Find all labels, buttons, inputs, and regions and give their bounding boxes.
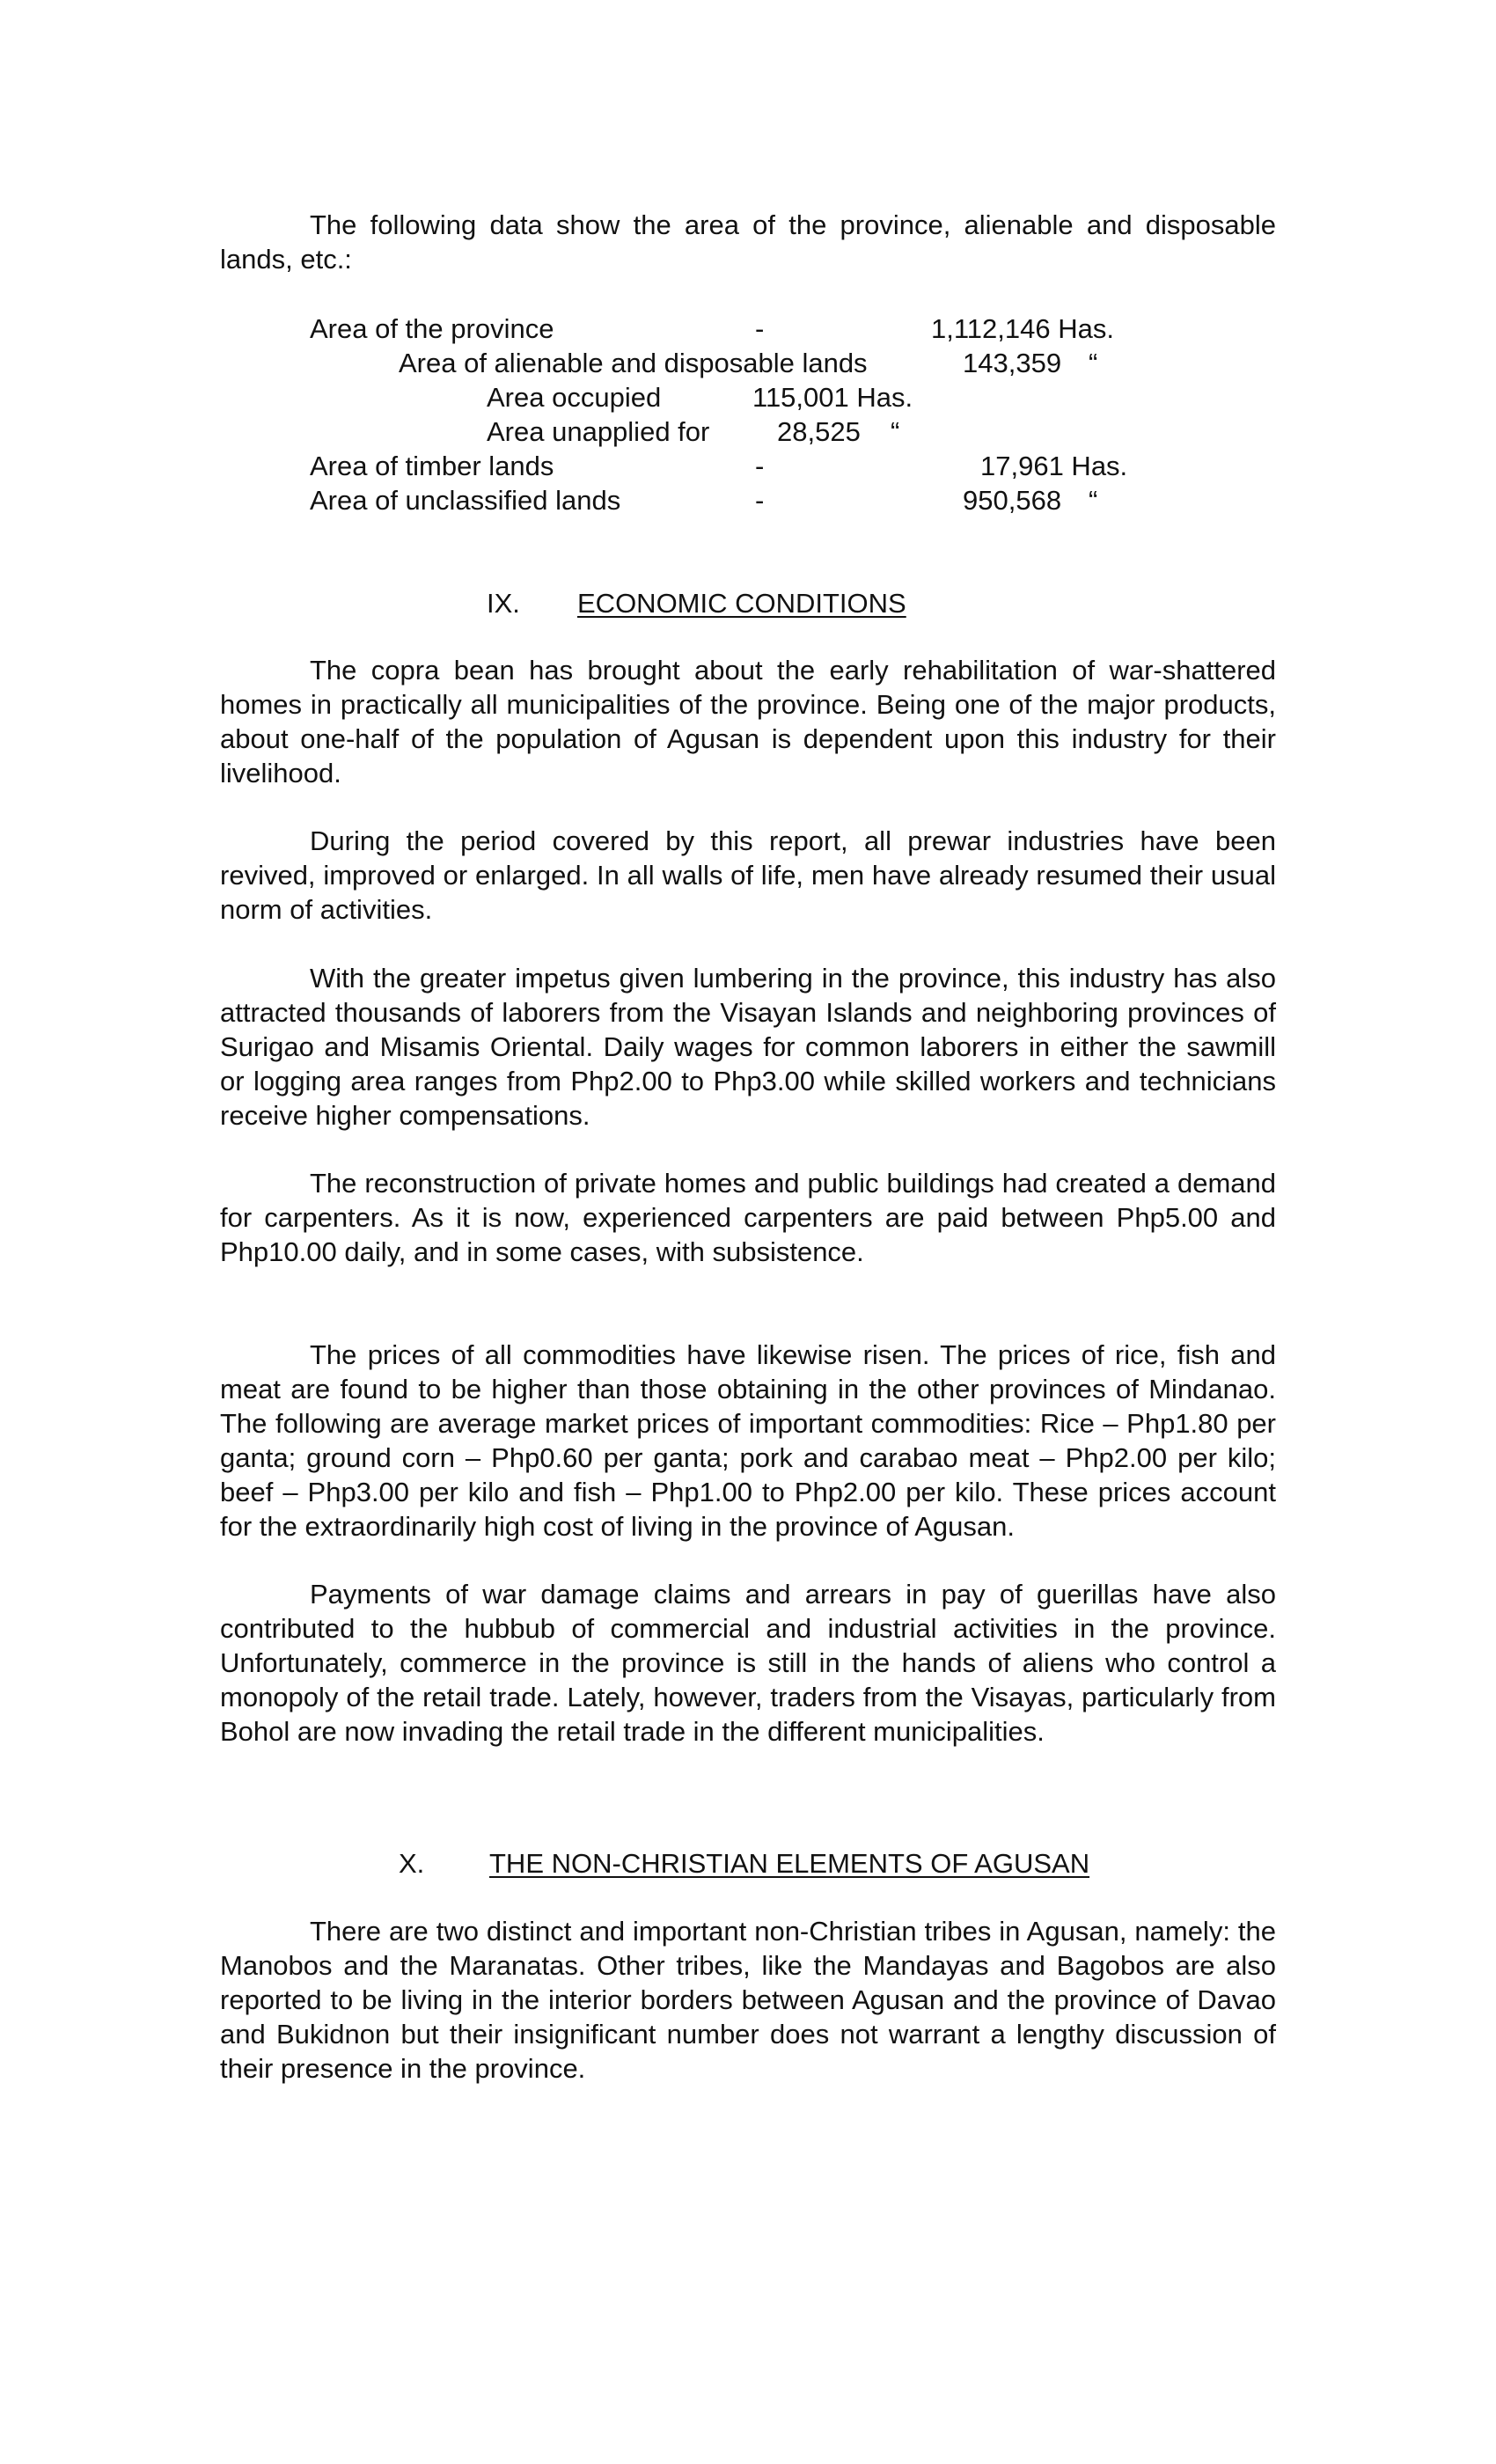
value-area-timber: 17,961 Has.	[980, 451, 1128, 481]
value-area-unclassified: 950,568	[963, 485, 1062, 516]
section-ix-paragraph-1: The copra bean has brought about the early rehabilitation of war-shattered homes in practically all municipalities of the province. Being one of the major products, about one-half of the population of Agusan is dependent upon this industry for their livelihood.	[220, 655, 1276, 788]
dash-area-province: -	[755, 313, 765, 344]
label-area-unclassified: Area of unclassified lands	[310, 485, 621, 516]
section-ix-heading	[487, 586, 1010, 620]
section-ix-paragraph-6: Payments of war damage claims and arrears in pay of guerillas have also contributed to the hubbub of commercial and industrial activities in the province. Unfortunately, commerce in the province is still in the hands of aliens who control a monopoly of the retail trade. Lately, however, traders from the Visayas, particularly from Bohol are now invading the retail trade in the different municipalities.	[220, 1579, 1276, 1747]
value-area-province: 1,112,146 Has.	[931, 313, 1114, 344]
section-ix-title: ECONOMIC CONDITIONS	[577, 588, 906, 619]
section-x-title: THE NON-CHRISTIAN ELEMENTS OF AGUSAN	[489, 1848, 1090, 1879]
intro-paragraph: The following data show the area of the province, alienable and disposable lands, etc.:	[220, 209, 1276, 275]
value-area-unapplied: 28,525	[777, 416, 861, 447]
ditto-area-unclassified: “	[1089, 485, 1098, 516]
label-area-timber: Area of timber lands	[310, 451, 554, 481]
label-area-alienable: Area of alienable and disposable lands	[399, 348, 868, 378]
section-ix-paragraph-2: During the period covered by this report, all prewar industries have been revived, improved or enlarged. In all walls of life, men have already resumed their usual norm of activities.	[220, 825, 1276, 925]
section-x-number: X.	[399, 1848, 425, 1879]
label-area-unapplied: Area unapplied for	[487, 416, 710, 447]
section-x-paragraph-1: There are two distinct and important non-Christian tribes in Agusan, namely: the Manobos and the Maranatas. Other tribes, like the Mandayas and Bagobos are also reported to be living in the interior borders between Agusan and the province of Davao and Bukidnon but their insignificant number does not warrant a lengthy discussion of their presence in the province.	[220, 1916, 1276, 2084]
dash-area-unclassified: -	[755, 485, 765, 516]
label-area-occupied: Area occupied	[487, 382, 662, 413]
dash-area-timber: -	[755, 451, 765, 481]
section-ix-paragraph-3: With the greater impetus given lumbering in the province, this industry has also attracted thousands of laborers from the Visayan Islands and neighboring provinces of Surigao and Misamis Oriental. Daily wages for common laborers in either the sawmill or logging area ranges from Php2.00 to Php3.00 while skilled workers and technicians receive higher compensations.	[220, 963, 1276, 1131]
section-x-heading	[399, 1846, 1158, 1881]
value-area-occupied: 115,001 Has.	[752, 382, 913, 413]
ditto-area-unapplied: “	[891, 416, 900, 447]
ditto-area-alienable: “	[1089, 348, 1098, 378]
label-area-province: Area of the province	[310, 313, 554, 344]
section-ix-paragraph-5: The prices of all commodities have likewise risen. The prices of rice, fish and meat are found to be higher than those obtaining in the other provinces of Mindanao. The following are average market prices of important commodities: Rice – Php1.80 per ganta; ground corn – Php0.60 per ganta; pork and carabao meat – Php2.00 per kilo; beef – Php3.00 per kilo and fish – Php1.00 to Php2.00 per kilo. These prices account for the extraordinarily high cost of living in the province of Agusan.	[220, 1339, 1276, 1542]
value-area-alienable: 143,359	[963, 348, 1062, 378]
section-ix-paragraph-4: The reconstruction of private homes and public buildings had created a demand for carpenters. As it is now, experienced carpenters are paid between Php5.00 and Php10.00 daily, and in some cases, with subsistence.	[220, 1168, 1276, 1267]
section-ix-number: IX.	[487, 588, 520, 619]
